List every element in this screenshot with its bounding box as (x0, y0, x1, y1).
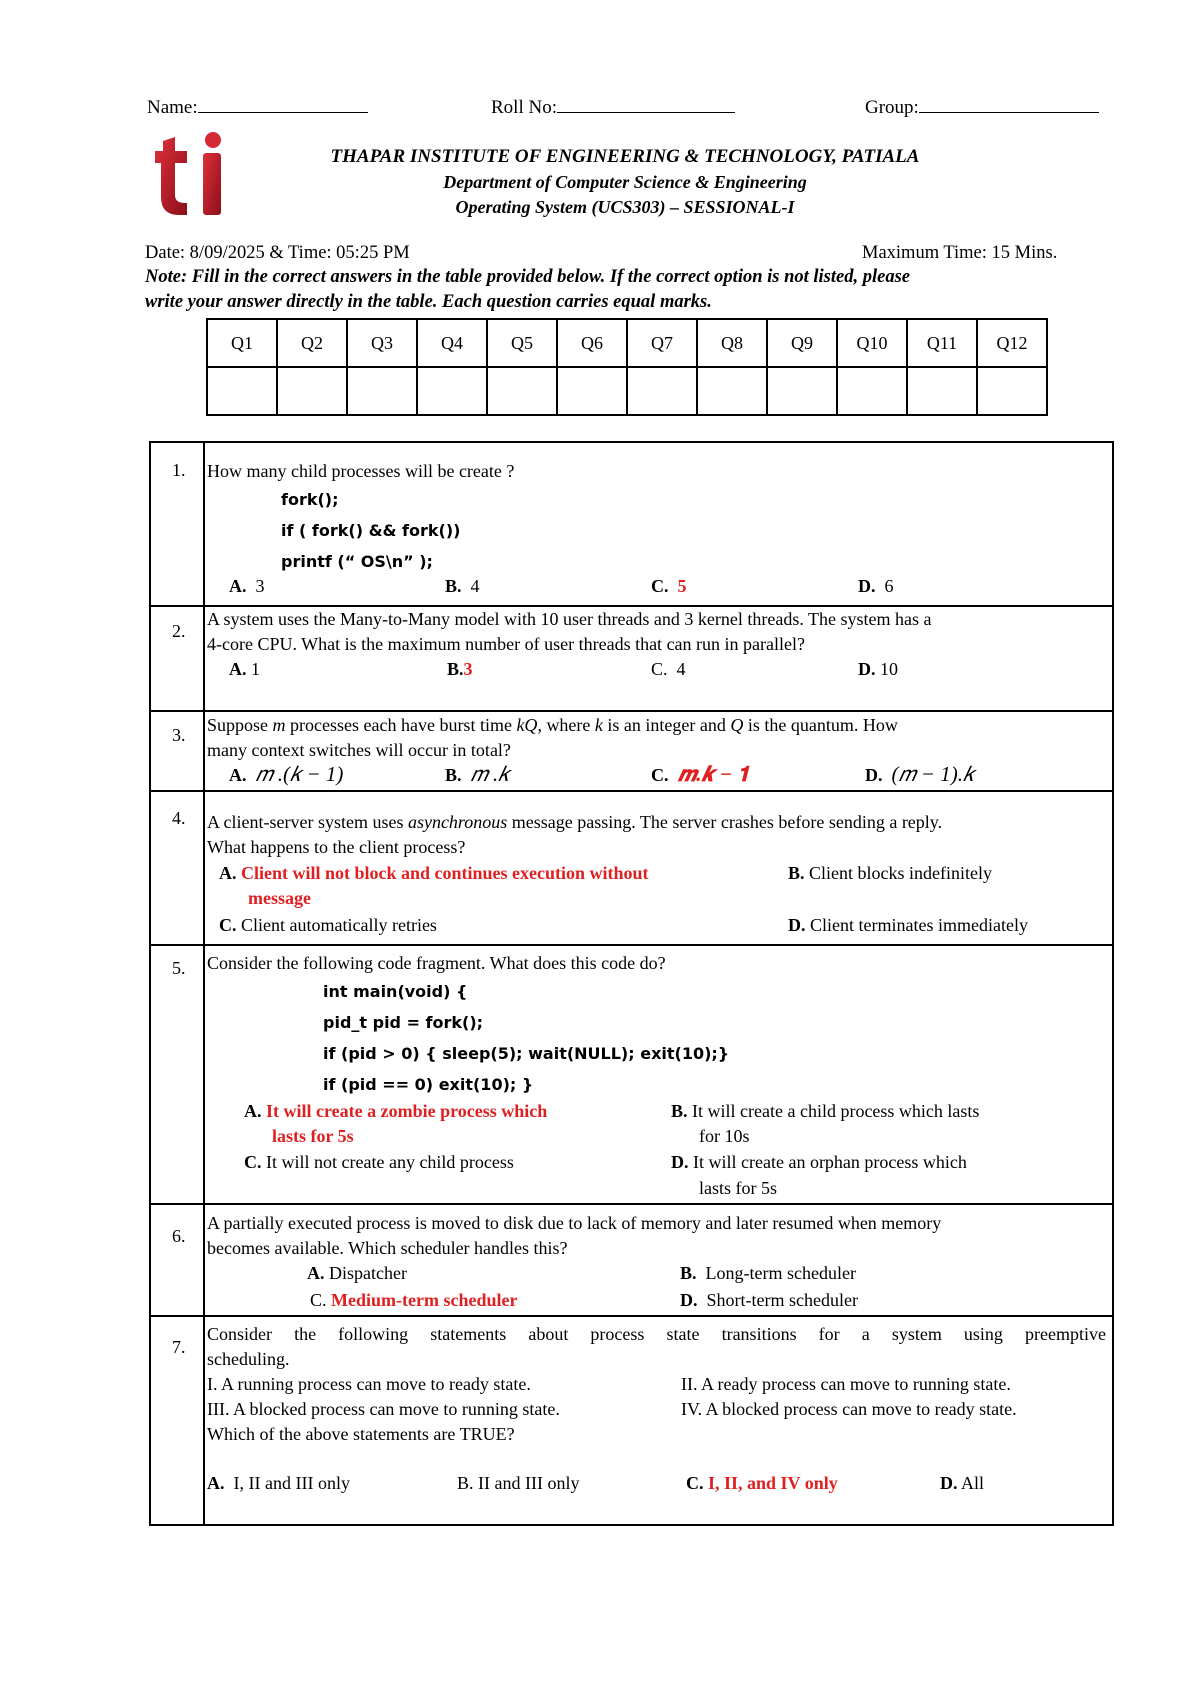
q5-answer-cell[interactable] (487, 367, 557, 415)
question-line: Suppose m processes each have burst time kQ, where k is an integer and Q is the quantum. How (207, 715, 898, 735)
max-time: Maximum Time: 15 Mins. (862, 243, 1058, 263)
statement-2: II. A ready process can move to running state. (681, 1374, 1011, 1394)
option-b: B. II and III only (457, 1473, 580, 1493)
question-number: 3. (172, 725, 186, 745)
option-c: C. 4 (651, 659, 686, 679)
q1-header: Q1 (207, 319, 277, 367)
question-line: A client-server system uses asynchronous message passing. The server crashes before sending a reply. (207, 812, 943, 832)
option-a: A. Client will not block and continues execution without (219, 863, 649, 883)
department-title: Department of Computer Science & Engineering (443, 172, 807, 192)
option-d: D. 10 (858, 659, 898, 679)
option-b: B. Client blocks indefinitely (788, 863, 992, 883)
row-divider (151, 944, 1112, 946)
group-field (865, 94, 1099, 119)
question-line: 4-core CPU. What is the maximum number of user threads that can run in parallel? (207, 634, 805, 654)
row-divider (151, 790, 1112, 792)
option-d: D. Client terminates immediately (788, 915, 1028, 935)
q1-answer-cell[interactable] (207, 367, 277, 415)
q10-answer-cell[interactable] (837, 367, 907, 415)
option-d: D. All (940, 1473, 985, 1493)
option-c: C. Medium-term scheduler (310, 1290, 518, 1310)
option-d: D. 6 (858, 576, 894, 596)
q9-header: Q9 (767, 319, 837, 367)
q4-answer-cell[interactable] (417, 367, 487, 415)
answer-table-row (207, 367, 1047, 415)
option-d: D. Short-term scheduler (680, 1290, 858, 1310)
statement-4: IV. A blocked process can move to ready state. (681, 1399, 1017, 1419)
question-number: 1. (172, 460, 186, 480)
code-line: fork(); (281, 490, 339, 509)
roll-field (491, 94, 735, 119)
option-a-continued: message (248, 888, 311, 908)
option-c: C. It will not create any child process (244, 1152, 514, 1172)
name-label: Name: (147, 97, 198, 118)
q12-answer-cell[interactable] (977, 367, 1047, 415)
option-d: D. (𝑚 − 1).𝑘 (865, 762, 975, 786)
option-d: D. It will create an orphan process which (671, 1152, 967, 1172)
date-time: Date: 8/09/2025 & Time: 05:25 PM (145, 243, 410, 263)
answer-table-header (207, 319, 1047, 367)
question-number: 5. (172, 958, 186, 978)
code-line: pid_t pid = fork(); (323, 1013, 484, 1032)
name-blank[interactable] (198, 94, 368, 113)
question-line: becomes available. Which scheduler handles this? (207, 1238, 568, 1258)
question-line: many context switches will occur in total? (207, 740, 511, 760)
statement-3: III. A blocked process can move to running state. (207, 1399, 560, 1419)
questions-box (149, 441, 1114, 1526)
option-b: B. It will create a child process which lasts (671, 1101, 980, 1121)
option-b: B. 4 (445, 576, 480, 596)
roll-blank[interactable] (557, 94, 735, 113)
q4-header: Q4 (417, 319, 487, 367)
q6-answer-cell[interactable] (557, 367, 627, 415)
q2-header: Q2 (277, 319, 347, 367)
question-line: Consider the following statements about process state transitions for a system using preemptive (207, 1324, 1106, 1344)
q10-header: Q10 (837, 319, 907, 367)
option-b-continued: for 10s (699, 1126, 750, 1146)
option-d-continued: lasts for 5s (699, 1178, 777, 1198)
question-line: A partially executed process is moved to disk due to lack of memory and later resumed when memory (207, 1213, 942, 1233)
code-line: if (pid == 0) exit(10); } (323, 1075, 534, 1094)
statement-1: I. A running process can move to ready state. (207, 1374, 531, 1394)
q12-header: Q12 (977, 319, 1047, 367)
code-line: if ( fork() && fork()) (281, 521, 461, 540)
row-divider (151, 1315, 1112, 1317)
code-line: printf (“ OS\n” ); (281, 552, 433, 571)
exam-title: Operating System (UCS303) – SESSIONAL-I (455, 197, 795, 217)
row-divider (151, 1203, 1112, 1205)
code-line: if (pid > 0) { sleep(5); wait(NULL); exit(10);} (323, 1044, 730, 1063)
q8-answer-cell[interactable] (697, 367, 767, 415)
option-c: C. 5 (651, 576, 687, 596)
option-a: A. Dispatcher (307, 1263, 407, 1283)
option-b: B. Long-term scheduler (680, 1263, 856, 1283)
option-a: A. 1 (229, 659, 260, 679)
name-field (147, 94, 368, 119)
code-line: int main(void) { (323, 982, 468, 1001)
q2-answer-cell[interactable] (277, 367, 347, 415)
q8-header: Q8 (697, 319, 767, 367)
question-number: 6. (172, 1226, 186, 1246)
question-line: scheduling. (207, 1349, 290, 1369)
note-line-2: write your answer directly in the table. Each question carries equal marks. (145, 292, 712, 312)
option-a: A. 𝑚 .(𝑘 − 1) (229, 762, 344, 786)
question-number: 2. (172, 621, 186, 641)
question-text: Consider the following code fragment. What does this code do? (207, 953, 666, 973)
q11-answer-cell[interactable] (907, 367, 977, 415)
option-a: A. It will create a zombie process which (244, 1101, 548, 1121)
q11-header: Q11 (907, 319, 977, 367)
question-line: A system uses the Many-to-Many model with 10 user threads and 3 kernel threads. The system has a (207, 609, 932, 629)
option-b: B. 𝑚 .𝑘 (445, 762, 510, 786)
instructions-note (145, 265, 1095, 315)
group-blank[interactable] (919, 94, 1099, 113)
option-c: C. Client automatically retries (219, 915, 437, 935)
question-line: Which of the above statements are TRUE? (207, 1424, 515, 1444)
note-line-1: Note: Fill in the correct answers in the table provided below. If the correct option is not listed, please (145, 267, 910, 287)
q7-header: Q7 (627, 319, 697, 367)
institute-title: THAPAR INSTITUTE OF ENGINEERING & TECHNOLOGY, PATIALA (330, 146, 920, 167)
q3-header: Q3 (347, 319, 417, 367)
option-b: B.3 (447, 659, 473, 679)
option-a-continued: lasts for 5s (272, 1126, 354, 1146)
q5-header: Q5 (487, 319, 557, 367)
roll-label: Roll No: (491, 97, 557, 118)
q3-answer-cell[interactable] (347, 367, 417, 415)
row-divider (151, 710, 1112, 712)
question-line: What happens to the client process? (207, 837, 466, 857)
option-a: A. I, II and III only (207, 1473, 350, 1493)
group-label: Group: (865, 97, 919, 118)
q6-header: Q6 (557, 319, 627, 367)
answer-table (206, 318, 1048, 416)
q7-answer-cell[interactable] (627, 367, 697, 415)
option-a: A. 3 (229, 576, 265, 596)
question-number: 4. (172, 808, 186, 828)
option-c: C. I, II, and IV only (686, 1473, 838, 1493)
question-number: 7. (172, 1337, 186, 1357)
option-c: C. 𝒎.𝒌 − 𝟏 (651, 762, 750, 786)
question-text: How many child processes will be create ? (207, 461, 515, 481)
q9-answer-cell[interactable] (767, 367, 837, 415)
